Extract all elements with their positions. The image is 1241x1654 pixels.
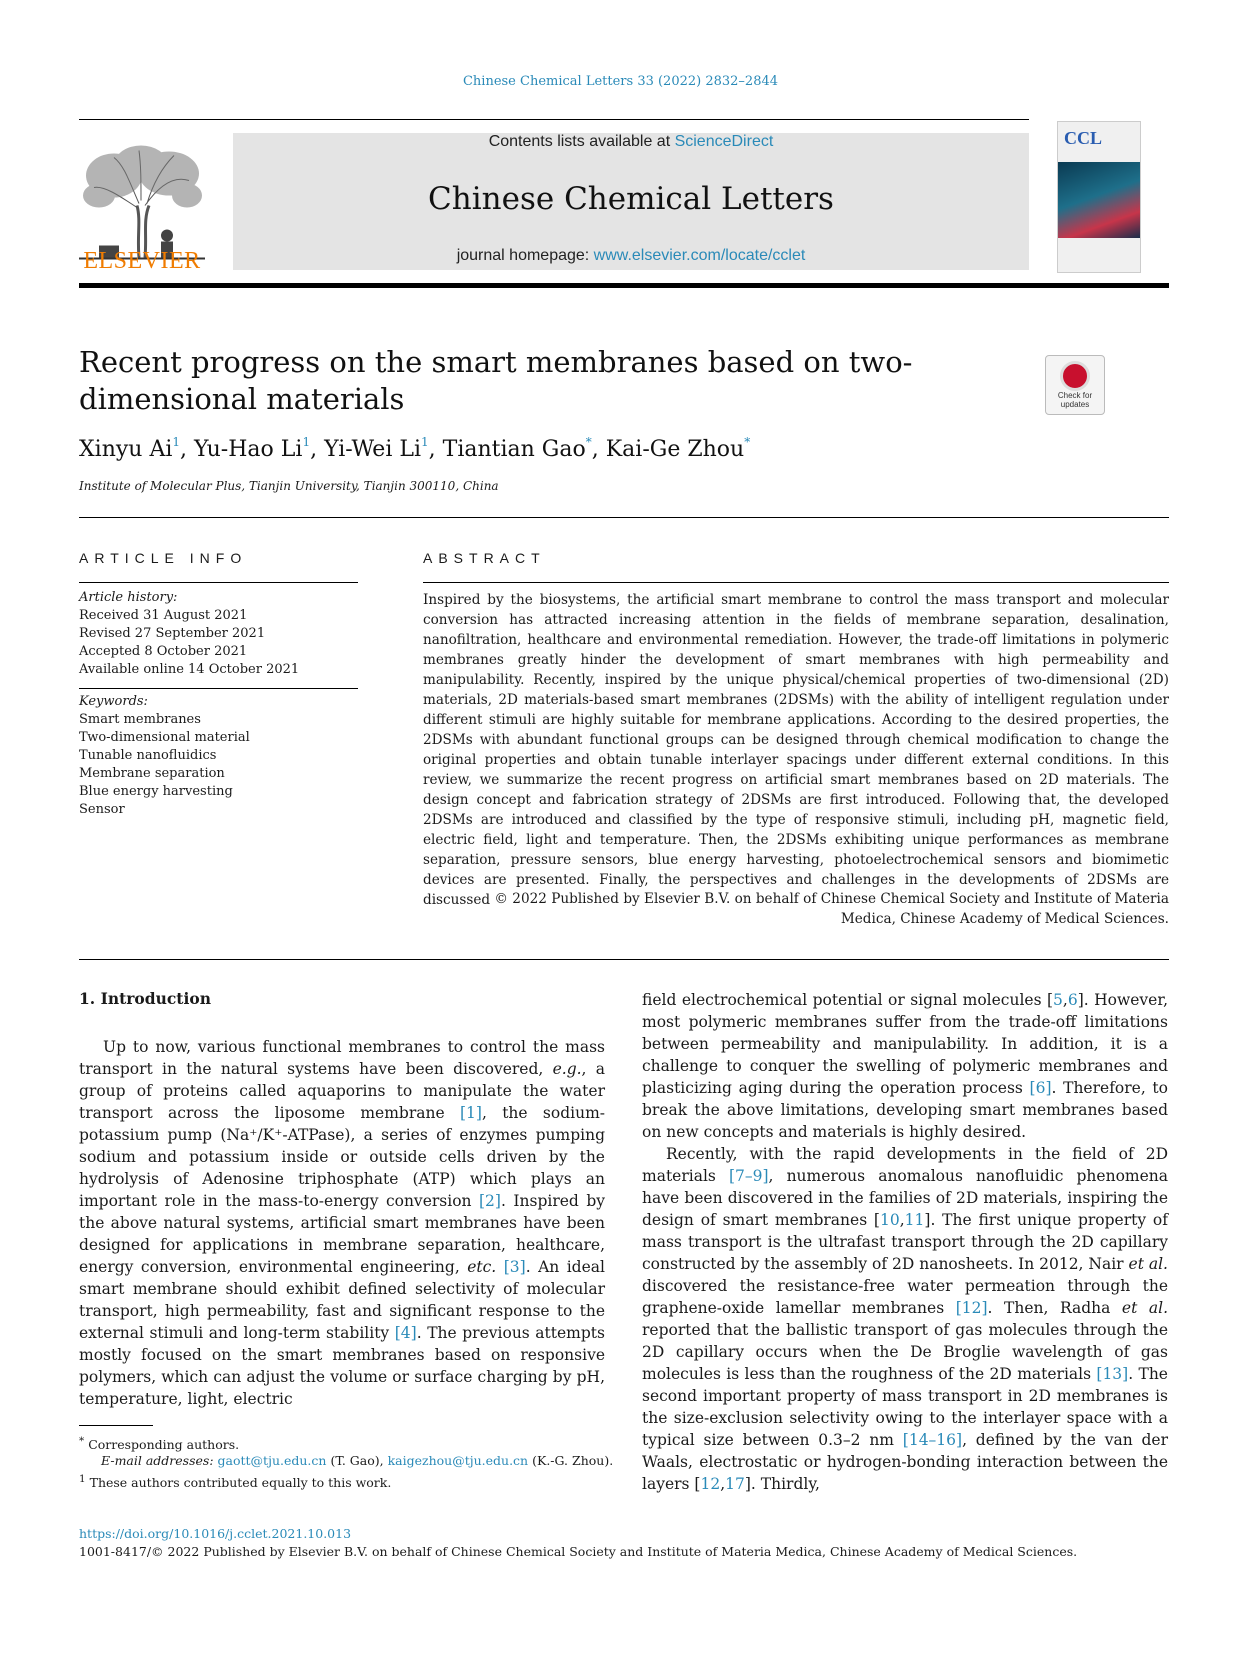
article-title: Recent progress on the smart membranes based on two-dimensional materials xyxy=(79,345,913,416)
homepage-line xyxy=(233,247,1029,265)
author-mark: 1 xyxy=(172,435,181,449)
body-text: , xyxy=(1062,991,1068,1009)
email-owner: (T. Gao), xyxy=(330,1453,384,1468)
body-text: reported that the ballistic transport of gas molecules through the 2D capillary occurs when the De Broglie wavelength of gas molecules is less than the roughness of the 2D materials xyxy=(642,1321,1168,1383)
citation-link[interactable]: [4] xyxy=(394,1324,417,1342)
elsevier-wordmark: ELSEVIER xyxy=(83,248,201,274)
italic-text: e.g. xyxy=(552,1060,582,1078)
abstract-copyright xyxy=(423,889,1169,929)
citation-link[interactable]: [14–16] xyxy=(902,1431,963,1449)
body-text: ]. However, most polymeric membranes suffer from the trade-off limitations between permeability and manipulability. In addition, it is a challenge to conquer the swelling of polymeric membranes and plasticizing aging during the operation process xyxy=(642,991,1168,1097)
header-thick-rule xyxy=(79,283,1169,288)
citation-link[interactable]: [6] xyxy=(1029,1079,1052,1097)
citation-link[interactable]: [3] xyxy=(503,1258,526,1276)
body-text: field electrochemical potential or signal molecules [ xyxy=(642,991,1054,1009)
author-name: Tiantian Gao xyxy=(442,437,586,462)
italic-text: et al. xyxy=(1128,1255,1168,1273)
keyword-item: Blue energy harvesting xyxy=(79,784,233,799)
history-item: Available online 14 October 2021 xyxy=(79,662,300,677)
keywords-label: Keywords: xyxy=(79,694,148,709)
body-text: . An ideal smart membrane should exhibit defined selectivity of molecular transport, high permeability, fast and significant response to the external stimuli and long-term stability xyxy=(79,1258,605,1342)
abstract-text: Inspired by the biosystems, the artificial smart membrane to control the mass transport and molecular conversion has attracted increasing attention in the fields of membrane separation, desalination, nanofiltration, healthcare and environmental remediation. However, the trade-off limitations in polymeric membranes greatly hinder the development of smart membranes with high permeability and manipulability. Recently, inspired by the unique physical/chemical properties of two-dimensional (2D) materials, 2D materials-based smart membranes (2DSMs) with the ability of intelligent regulation under different stimuli are highly suitable for membrane applications. According to the desired properties, the 2DSMs with abundant functional groups can be designed through chemical modification to change the original properties and obtain tunable interlayer spacings under different external conditions. In this review, we summarize the recent progress on artificial smart membranes based on 2D materials. The design concept and fabrication strategy of 2DSMs are first introduced. Following that, the developed 2DSMs are introduced and classified by the type of responsive stimuli, including pH, magnetic field, electric field, light and temperature. Then, the 2DSMs exhibiting unique performances as membrane separation, pressure sensors, blue energy harvesting, photoelectrochemical sensors and biomimetic devices are presented. Finally, the perspectives and challenges in the developments of 2DSMs are discussed xyxy=(423,592,1169,908)
corresponding-author-link[interactable]: * xyxy=(744,435,751,449)
paragraph xyxy=(79,1036,605,1410)
body-text: , defined by the van der Waals, electrostatic or hydrogen-bonding interaction between the layers [ xyxy=(642,1431,1168,1493)
keyword-item: Membrane separation xyxy=(79,766,225,781)
footnote-mark: 1 xyxy=(79,1473,86,1485)
copyright-line: Medica, Chinese Academy of Medical Sciences. xyxy=(840,911,1169,927)
paragraph xyxy=(642,1143,1168,1495)
section-rule xyxy=(79,959,1169,960)
email-link[interactable]: gaott@tju.edu.cn xyxy=(217,1453,327,1468)
history-item: Revised 27 September 2021 xyxy=(79,626,266,641)
citation-link[interactable]: [1] xyxy=(459,1104,482,1122)
sciencedirect-link[interactable]: ScienceDirect xyxy=(674,133,774,150)
paragraph xyxy=(642,989,1168,1143)
footnote-emails xyxy=(79,1451,613,1470)
author-name: Yi-Wei Li xyxy=(324,437,421,462)
header-rule xyxy=(79,119,1029,120)
body-text: . The previous attempts mostly focused on the smart membranes based on responsive polymers, which can adjust the volume or surface charging by pH, temperature, light, electric xyxy=(79,1324,605,1408)
keyword-item: Two-dimensional material xyxy=(79,730,250,745)
corresponding-author-link[interactable]: * xyxy=(585,435,592,449)
keyword-item: Tunable nanofluidics xyxy=(79,748,217,763)
body-text: , xyxy=(720,1475,726,1493)
body-text: . Therefore, to break the above limitations, developing smart membranes based on new concepts and materials is highly desired. xyxy=(642,1079,1168,1141)
body-text: , numerous anomalous nanofluidic phenomena have been discovered in the families of 2D materials, inspiring the design of smart membranes [ xyxy=(642,1167,1168,1229)
body-text: ]. The first unique property of mass transport is the ultrafast transport through the 2D capillary constructed by the assembly of 2D nanosheets. In 2012, Nair xyxy=(642,1211,1168,1273)
author-mark: 1 xyxy=(421,435,429,449)
info-rule xyxy=(79,688,358,689)
check-updates-label: Check for updates xyxy=(1057,391,1093,409)
copyright-line: © 2022 Published by Elsevier B.V. on behalf of Chinese Chemical Society and Institute of Materia xyxy=(494,891,1169,907)
contents-line xyxy=(233,133,1029,151)
homepage-prefix: journal homepage: xyxy=(456,247,594,264)
italic-text: et al. xyxy=(1121,1299,1168,1317)
affiliation: Institute of Molecular Plus, Tianjin University, Tianjin 300110, China xyxy=(79,479,499,493)
author-name: Xinyu Ai xyxy=(79,437,173,462)
journal-cover-thumbnail[interactable] xyxy=(1057,121,1141,273)
body-text: . Inspired by the above natural systems, artificial smart membranes have been designed for applications in membrane separation, healthcare, energy conversion, environmental engineering, xyxy=(79,1192,605,1276)
author-name: Yu-Hao Li xyxy=(194,437,303,462)
section-rule xyxy=(79,517,1169,518)
footnote-text: Corresponding authors. xyxy=(88,1437,240,1453)
citation-link[interactable]: 17 xyxy=(725,1475,745,1493)
footnote-text: These authors contributed equally to this work. xyxy=(89,1475,392,1491)
journal-masthead xyxy=(233,133,1029,270)
history-label: Article history: xyxy=(79,590,178,605)
keyword-item: Smart membranes xyxy=(79,712,201,727)
citation-link[interactable]: 6 xyxy=(1067,991,1078,1009)
citation-link[interactable]: [12] xyxy=(955,1299,988,1317)
author-list: Xinyu Ai$^1$, Yu-Hao Li$^1$, Yi-Wei Li$^1$, Tiantian Gao*, Kai-Ge Zhou* xyxy=(79,435,751,462)
email-label: E-mail addresses: xyxy=(101,1453,214,1468)
body-text: ]. Thirdly, xyxy=(744,1475,820,1493)
body-text: , the sodium-potassium pump (Na⁺/K⁺-ATPase), a series of enzymes pumping sodium and potassium inside or outside cells driven by the hydrolysis of Adenosine triphosphate (ATP) which plays an important role in the mass-to-energy conversion xyxy=(79,1104,606,1210)
contents-prefix: Contents lists available at xyxy=(488,133,675,150)
journal-reference[interactable]: Chinese Chemical Letters 33 (2022) 2832–2844 xyxy=(462,74,779,89)
footnote-rule xyxy=(79,1425,153,1426)
history-item: Accepted 8 October 2021 xyxy=(79,644,248,659)
citation-link[interactable]: 10 xyxy=(879,1211,900,1229)
cover-artwork xyxy=(1058,162,1140,238)
citation-link[interactable]: 12 xyxy=(700,1475,721,1493)
keyword-item: Sensor xyxy=(79,802,125,817)
email-link[interactable]: kaigezhou@tju.edu.cn xyxy=(387,1453,529,1468)
info-rule xyxy=(79,582,358,583)
keywords xyxy=(79,693,358,819)
author-mark: 1 xyxy=(302,435,311,449)
body-text: Up to now, various functional membranes to control the mass transport in the natural systems have been discovered, xyxy=(79,1038,605,1078)
abstract-heading: ABSTRACT xyxy=(423,550,546,566)
citation-link[interactable]: [7–9] xyxy=(728,1167,769,1185)
check-for-updates-button[interactable] xyxy=(1045,355,1105,415)
section-heading: 1. Introduction xyxy=(79,989,211,1008)
article-info-heading: ARTICLE INFO xyxy=(79,550,248,566)
body-text: . The second important property of mass transport in 2D membranes is the size-exclusion selectivity owing to the interlayer space with a typical size between 0.3–2 nm xyxy=(642,1365,1168,1449)
body-text: discovered the resistance-free water permeation through the graphene-oxide lamellar membranes xyxy=(642,1277,1168,1317)
cover-logo: CCL xyxy=(1064,128,1103,148)
body-column-left xyxy=(79,1036,605,1410)
body-text: , a group of proteins called aquaporins to manipulate the water transport across the liposome membrane xyxy=(79,1060,605,1122)
citation-link[interactable]: 5 xyxy=(1053,991,1063,1009)
journal-title: Chinese Chemical Letters xyxy=(428,181,834,217)
journal-homepage-link[interactable]: www.elsevier.com/locate/cclet xyxy=(593,247,806,264)
body-column-right xyxy=(642,989,1168,1495)
author-name: Kai-Ge Zhou xyxy=(605,437,745,462)
issn-line: 1001-8417/© 2022 Published by Elsevier B.V. on behalf of Chinese Chemical Society and Institute of Materia Medica, Chinese Academy of Medical Sciences. xyxy=(79,1544,1078,1559)
footnote-equal-contribution xyxy=(79,1470,391,1492)
history-item: Received 31 August 2021 xyxy=(79,608,248,623)
footnote-mark: * xyxy=(79,1435,85,1447)
body-text: , xyxy=(899,1211,905,1229)
citation-link[interactable]: [13] xyxy=(1096,1365,1129,1383)
email-owner: (K.-G. Zhou). xyxy=(532,1453,614,1468)
abstract-rule xyxy=(423,582,1169,583)
body-text: . Then, Radha xyxy=(987,1299,1122,1317)
bookmark-icon xyxy=(1060,361,1090,391)
body-text: Recently, with the rapid developments in the field of 2D materials xyxy=(642,1145,1168,1185)
body-text xyxy=(496,1258,503,1276)
citation-link[interactable]: 11 xyxy=(904,1211,925,1229)
doi-link[interactable]: https://doi.org/10.1016/j.cclet.2021.10.013 xyxy=(79,1526,352,1541)
citation-link[interactable]: [2] xyxy=(479,1192,501,1210)
article-history xyxy=(79,589,358,679)
italic-text: etc. xyxy=(467,1258,497,1276)
